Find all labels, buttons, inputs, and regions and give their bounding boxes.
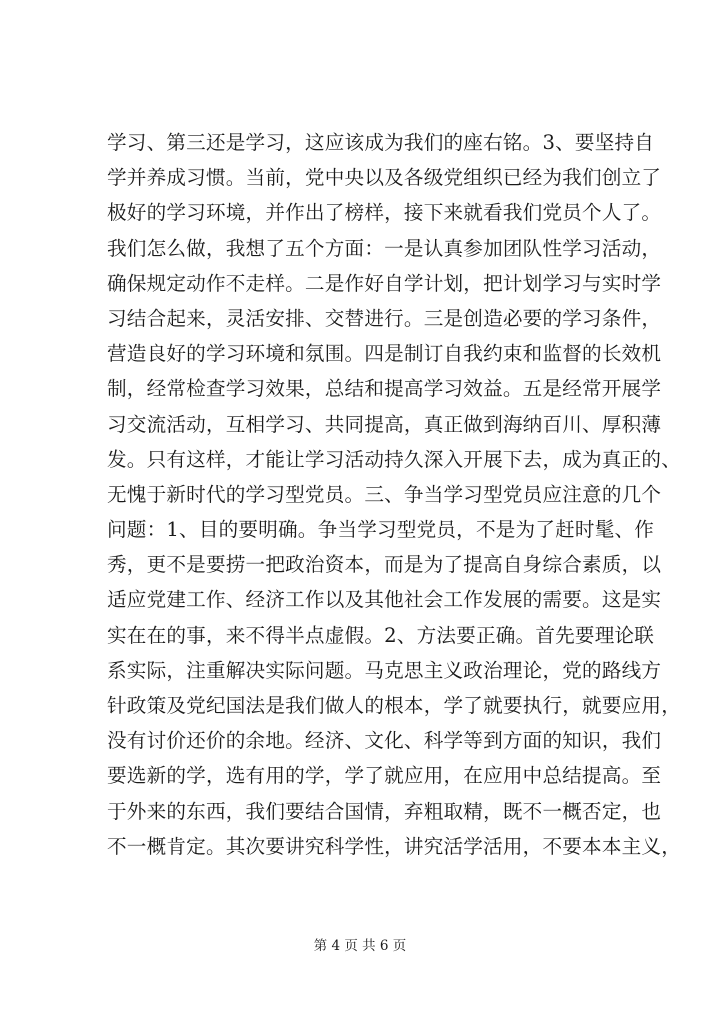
text-line: 学并养成习惯。当前，党中央以及各级党组织已经为我们创立了 xyxy=(107,166,662,190)
text-line: 制，经常检查学习效果，总结和提高学习效益。五是经常开展学 xyxy=(107,377,662,401)
text-line: 于外来的东西，我们要结合国情，弃粗取精，既不一概否定，也 xyxy=(107,799,662,823)
text-line: 秀，更不是要捞一把政治资本，而是为了提高自身综合素质，以 xyxy=(107,553,662,577)
text-line: 学习、第三还是学习，这应该成为我们的座右铭。3、要坚持自 xyxy=(107,131,655,154)
text-line: 确保规定动作不走样。二是作好自学计划，把计划学习与实时学 xyxy=(107,271,662,295)
text-line: 适应党建工作、经济工作以及其他社会工作发展的需要。这是实 xyxy=(107,588,662,612)
page-number: 第 4 页 共 6 页 xyxy=(313,938,407,954)
text-line: 要选新的学，选有用的学，学了就应用，在应用中总结提高。至 xyxy=(107,764,662,788)
text-line: 实在在的事，来不得半点虚假。2、方法要正确。首先要理论联 xyxy=(107,623,655,647)
text-line: 习结合起来，灵活安排、交替进行。三是创造必要的学习条件， xyxy=(107,306,662,330)
text-line: 我们怎么做，我想了五个方面：一是认真参加团队性学习活动， xyxy=(107,236,662,260)
text-line: 不一概肯定。其次要讲究科学性，讲究活学活用，不要本本主义， xyxy=(107,834,682,858)
page-footer xyxy=(0,936,720,956)
text-line: 习交流活动，互相学习、共同提高，真正做到海纳百川、厚积薄 xyxy=(107,412,662,436)
text-line: 发。只有这样，才能让学习活动持久深入开展下去，成为真正的、 xyxy=(107,447,682,471)
text-line: 系实际，注重解决实际问题。马克思主义政治理论，党的路线方 xyxy=(107,658,662,682)
text-line: 问题：1、目的要明确。争当学习型党员，不是为了赶时髦、作 xyxy=(107,518,655,542)
text-line: 针政策及党纪国法是我们做人的根本，学了就要执行，就要应用， xyxy=(107,694,682,717)
body-text xyxy=(107,125,682,864)
text-line: 无愧于新时代的学习型党员。三、争当学习型党员应注意的几个 xyxy=(107,482,662,506)
text-line: 极好的学习环境，并作出了榜样，接下来就看我们党员个人了。 xyxy=(107,201,662,225)
text-line: 营造良好的学习环境和氛围。四是制订自我约束和监督的长效机 xyxy=(107,342,662,366)
text-line: 没有讨价还价的余地。经济、文化、科学等到方面的知识，我们 xyxy=(107,729,662,753)
